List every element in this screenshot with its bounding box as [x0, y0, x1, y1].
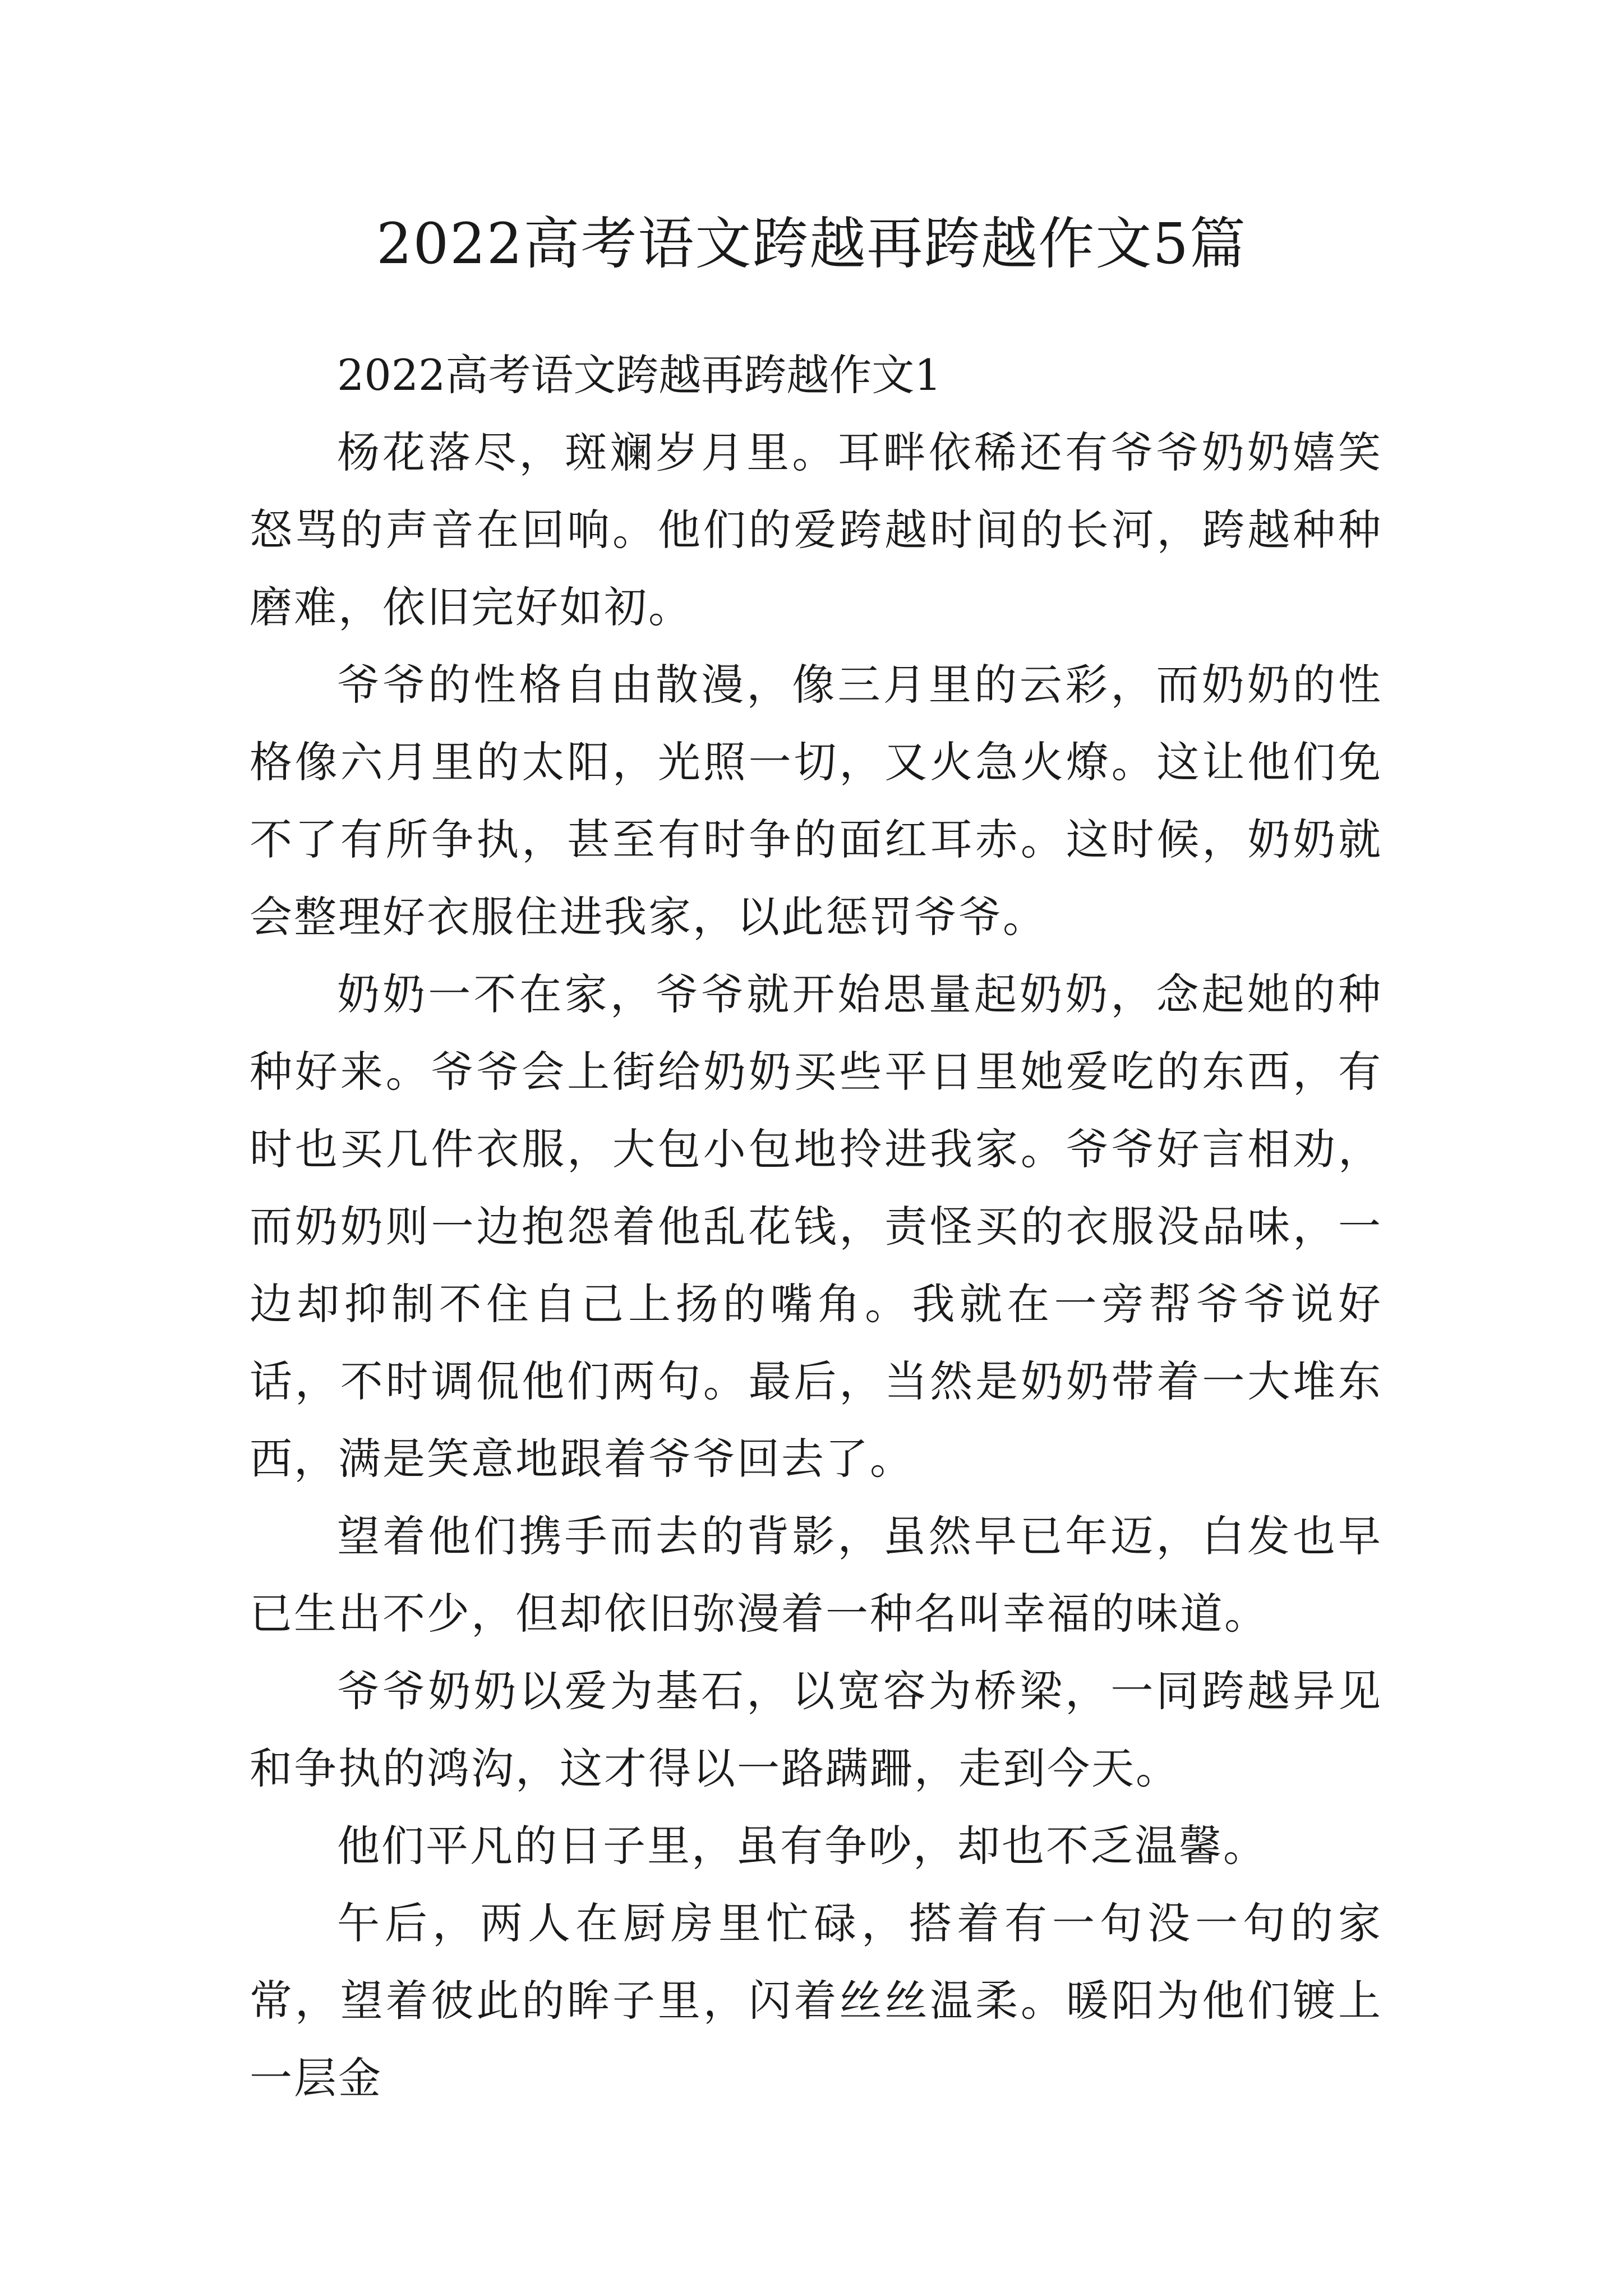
- paragraph: 望着他们携手而去的背影，虽然早已年迈，白发也早已生出不少，但却依旧弥漫着一种名叫幸福的味道。: [250, 1511, 1382, 1639]
- section-heading: 2022高考语文跨越再跨越作文1: [337, 350, 942, 400]
- document-title: 2022高考语文跨越再跨越作文5篇: [376, 211, 1247, 277]
- paragraph: 午后，两人在厨房里忙碌，搭着有一句没一句的家常，望着彼此的眸子里，闪着丝丝温柔。暖阳为他们镀上一层金: [250, 1898, 1382, 2103]
- paragraph: 奶奶一不在家，爷爷就开始思量起奶奶，念起她的种种好来。爷爷会上街给奶奶买些平日里她爱吃的东西，有时也买几件衣服，大包小包地拎进我家。爷爷好言相劝，而奶奶则一边抱怨着他乱花钱，责怪买的衣服没品味，一边却抑制不住自己上扬的嘴角。我就在一旁帮爷爷说好话，不时调侃他们两句。最后，当然是奶奶带着一大堆东西，满是笑意地跟着爷爷回去了。: [250, 969, 1382, 1484]
- document-body: [250, 337, 1382, 2117]
- paragraph: 爷爷奶奶以爱为基石，以宽容为桥梁，一同跨越异见和争执的鸿沟，这才得以一路蹒跚，走到今天。: [250, 1666, 1382, 1793]
- paragraph: 他们平凡的日子里，虽有争吵，却也不乏温馨。: [337, 1821, 1267, 1871]
- paragraph: 杨花落尽，斑斓岁月里。耳畔依稀还有爷爷奶奶嬉笑怒骂的声音在回响。他们的爱跨越时间的长河，跨越种种磨难，依旧完好如初。: [250, 427, 1382, 632]
- paragraph: 爷爷的性格自由散漫，像三月里的云彩，而奶奶的性格像六月里的太阳，光照一切，又火急火燎。这让他们免不了有所争执，甚至有时争的面红耳赤。这时候，奶奶就会整理好衣服住进我家，以此惩罚爷爷。: [250, 660, 1382, 942]
